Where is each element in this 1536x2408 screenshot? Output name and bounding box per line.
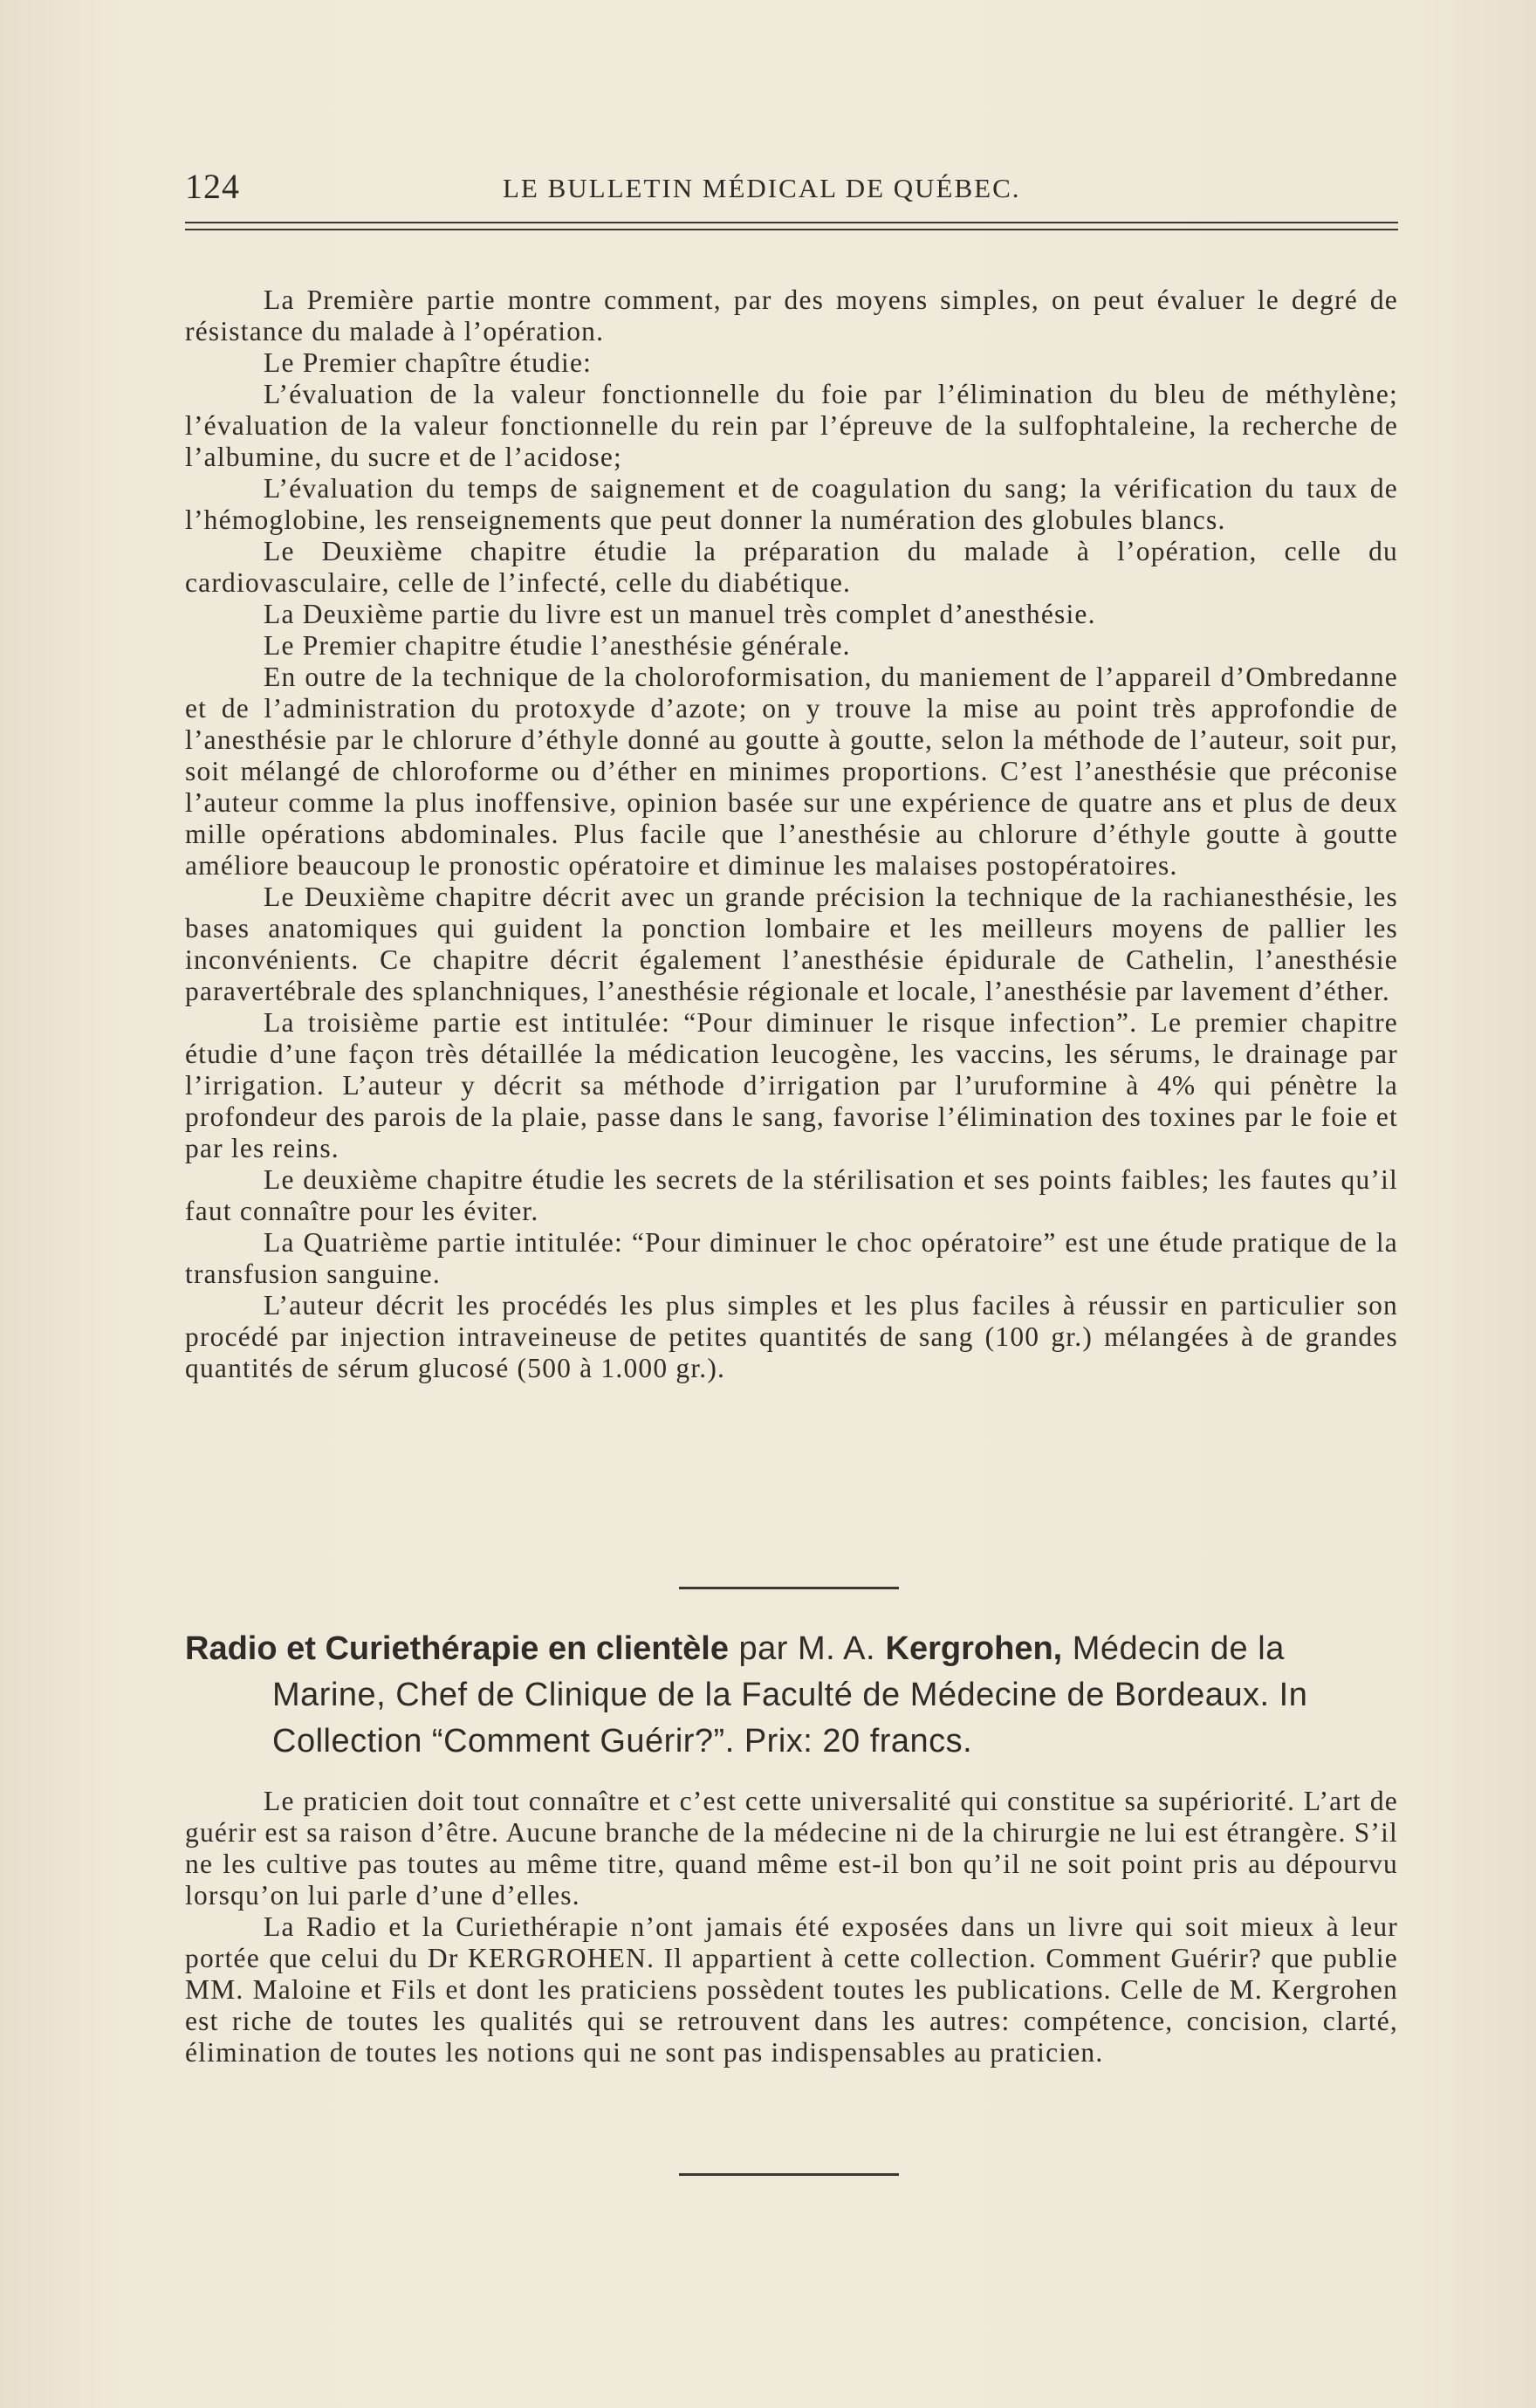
paragraph: La Quatrième partie intitulée: “Pour diminuer le choc opératoire” est une étude pratique de la transfusion sanguine.	[185, 1227, 1398, 1289]
running-title: LE BULLETIN MÉDICAL DE QUÉBEC.	[503, 173, 1021, 203]
paragraph: Le Deuxième chapitre étudie la préparation du malade à l’opération, celle du cardiovasculaire, celle de l’infecté, celle du diabétique.	[185, 536, 1398, 598]
paragraph: L’évaluation du temps de saignement et de coagulation du sang; la vérification du taux de l’hémoglobine, les renseignements que peut donner la numération des globules blancs.	[185, 473, 1398, 535]
paragraph: Le Premier chapitre étudie l’anesthésie générale.	[264, 630, 851, 661]
page-header	[185, 166, 1398, 209]
byline: par M. A.	[738, 1630, 876, 1667]
book-title: Radio et Curiethérapie en clientèle	[185, 1630, 729, 1667]
paragraph: La Deuxième partie du livre est un manuel très complet d’anesthésie.	[264, 599, 1096, 629]
review-heading	[185, 1625, 1398, 1764]
section-separator	[679, 2173, 899, 2176]
header-double-rule	[185, 222, 1398, 230]
section-separator	[679, 1587, 899, 1589]
author-name: Kergrohen,	[885, 1630, 1063, 1667]
page-number: 124	[185, 167, 240, 206]
paragraph: En outre de la technique de la choloroformisation, du maniement de l’appareil d’Ombredanne et de l’administration du protoxyde d’azote; on y trouve la mise au point très approfondie de l’anesthésie par le chlorure d’éthyle donné au goutte à goutte, selon la méthode de l’auteur, soit pur, soit mélangé de chloroforme ou d’éther en minimes proportions. C’est l’anesthésie que préconise l’auteur comme la plus inoffensive, opinion basée sur une expérience de quatre ans et plus de deux mille opérations abdominales. Plus facile que l’anesthésie au chlorure d’éthyle goutte à goutte améliore beaucoup le pronostic opératoire et diminue les malaises postopératoires.	[185, 662, 1398, 881]
paragraph: Le Premier chapître étudie:	[264, 347, 593, 378]
paragraph: Le deuxième chapitre étudie les secrets de la stérilisation et ses points faibles; les fautes qu’il faut connaître pour les éviter.	[185, 1164, 1398, 1226]
paragraph: La Radio et la Curiethérapie n’ont jamais été exposées dans un livre qui soit mieux à leur portée que celui du Dr KERGROHEN. Il appartient à cette collection. Comment Guérir? que publie MM. Maloine et Fils et dont les praticiens possèdent toutes les publications. Celle de M. Kergrohen est riche de toutes les qualités qui se retrouvent dans les autres: compétence, concision, clarté, élimination de toutes les notions qui ne sont pas indispensables au praticien.	[185, 1911, 1398, 2068]
book-description: Médecin de la Marine, Chef de Clinique de la Faculté de Médecine de Bordeaux. In Collection “Comment Guérir?”. Prix: 20 francs.	[272, 1630, 1308, 1760]
paragraph: La Première partie montre comment, par des moyens simples, on peut évaluer le degré de résistance du malade à l’opération.	[185, 285, 1398, 346]
review-body-second	[185, 1786, 1398, 2068]
paragraph: L’auteur décrit les procédés les plus simples et les plus faciles à réussir en particulier son procédé par injection intraveineuse de petites quantités de sang (100 gr.) mélangées à de grandes quantités de sérum glucosé (500 à 1.000 gr.).	[185, 1290, 1398, 1383]
paragraph: La troisième partie est intitulée: “Pour diminuer le risque infection”. Le premier chapitre étudie d’une façon très détaillée la médication leucogène, les vaccins, les sérums, le drainage par l’irrigation. L’auteur y décrit sa méthode d’irrigation par l’uruformine à 4% qui pénètre la profondeur des parois de la plaie, passe dans le sang, favorise l’élimination des toxines par le foie et par les reins.	[185, 1007, 1398, 1163]
paragraph: Le Deuxième chapitre décrit avec un grande précision la technique de la rachianesthésie, les bases anatomiques qui guident la ponction lombaire et les meilleurs moyens de pallier les inconvénients. Ce chapitre décrit également l’anesthésie épidurale de Cathelin, l’anesthésie paravertébrale des splanchniques, l’anesthésie régionale et locale, l’anesthésie par lavement d’éther.	[185, 882, 1398, 1006]
paragraph: L’évaluation de la valeur fonctionnelle du foie par l’élimination du bleu de méthylène; l’évaluation de la valeur fonctionnelle du rein par l’épreuve de la sulfophtaleine, la recherche de l’albumine, du sucre et de l’acidose;	[185, 379, 1398, 472]
review-body-first	[185, 285, 1398, 1384]
paragraph: Le praticien doit tout connaître et c’est cette universalité qui constitue sa supériorité. L’art de guérir est sa raison d’être. Aucune branche de la médecine ni de la chirurgie ne lui est étrangère. S’il ne les cultive pas toutes au même titre, quand même est-il bon qu’il ne soit point pris au dépourvu lorsqu’on lui parle d’une d’elles.	[185, 1786, 1398, 1911]
